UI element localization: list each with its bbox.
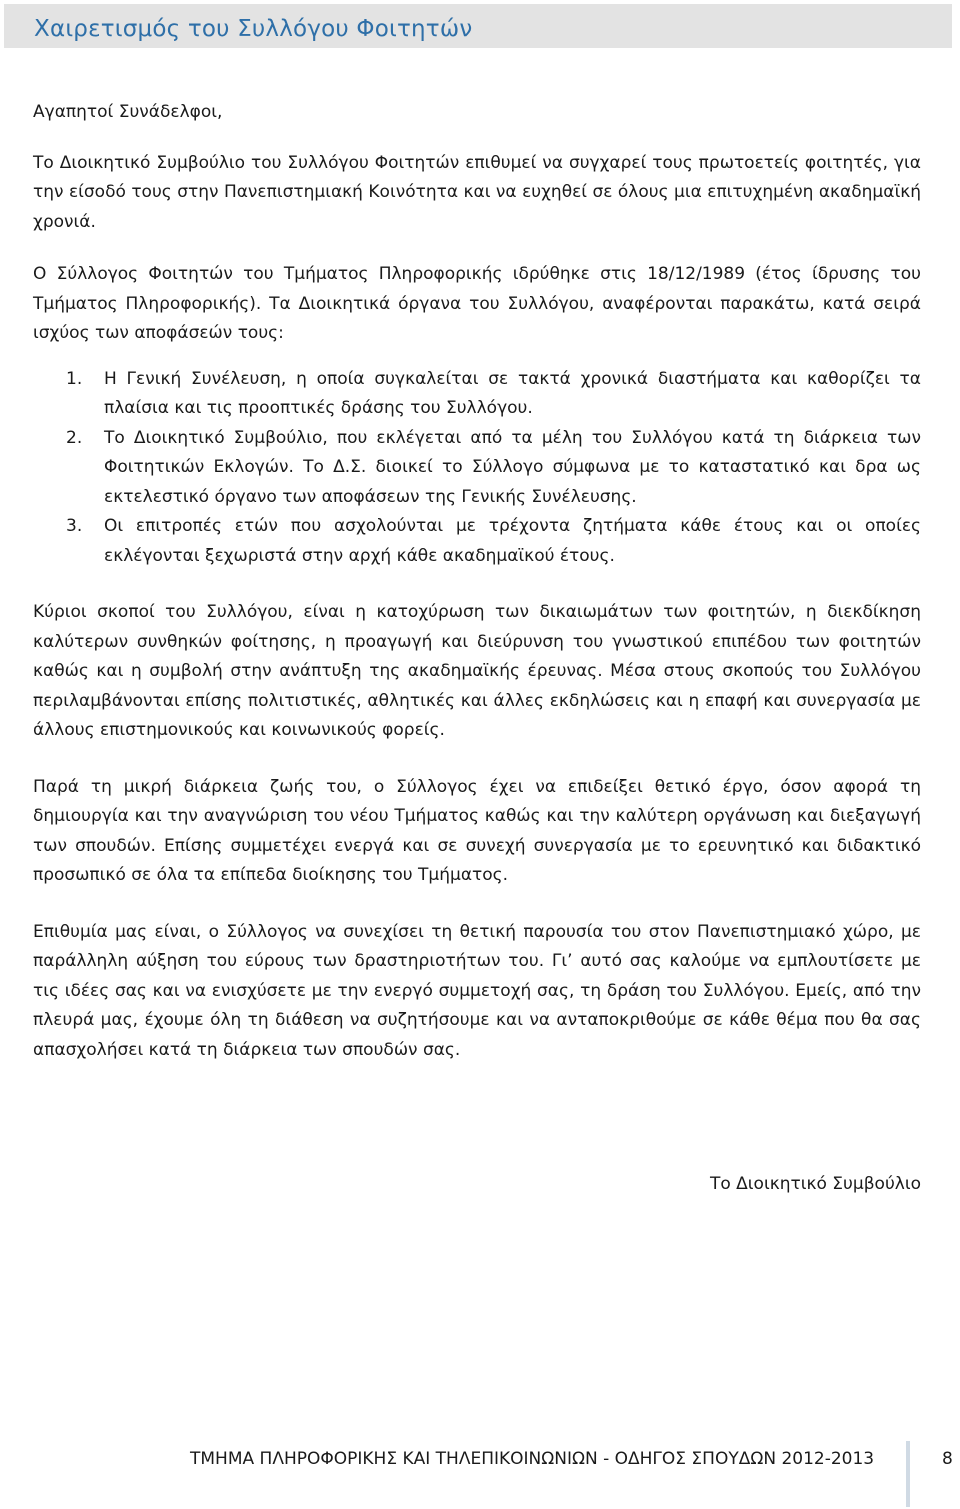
list-item-number: 1. [66, 368, 83, 389]
page-number: 8 [942, 1449, 953, 1469]
paragraph-goals: Κύριοι σκοποί του Συλλόγου, είναι η κατοχύρωση των δικαιωμάτων των φοιτητών, η διεκδίκηση καλύτερων συνθηκών φοίτησης, η προαγωγή και διεύρυνση του γνωστικού επιπέδου των φοιτητών καθώς και η συμβολή στην ανάπτυξη της ακαδημαϊκής έρευνας. Μέσα στους σκοπούς του Συλλόγου περιλαμβάνονται επίσης πολιτιστικές, αθλητικές και άλλες εκδηλώσεις και η επαφή και συνεργασία με άλλους επιστημονικούς και κοινωνικούς φορείς. [33, 602, 921, 740]
paragraph-founding: Ο Σύλλογος Φοιτητών του Τμήματος Πληροφορικής ιδρύθηκε στις 18/12/1989 (έτος ίδρυσης του Τμήματος Πληροφορικής). Τα Διοικητικά όργανα του Συλλόγου, αναφέρονται παρακάτω, κατά σειρά ισχύος των αποφάσεών τους: [33, 264, 921, 343]
paragraph-achievements: Παρά τη μικρή διάρκεια ζωής του, ο Σύλλογος έχει να επιδείξει θετικό έργο, όσον αφορά τη δημιουργία και την αναγνώριση του νέου Τμήματος καθώς και την καλύτερη οργάνωση και διεξαγωγή των σπουδών. Επίσης συμμετέχει ενεργά και σε συνεχή συνεργασία με το ερευνητικό και διδακτικό προσωπικό σε όλα τα επίπεδα διοίκησης του Τμήματος. [33, 776, 921, 885]
list-item-text: Οι επιτροπές ετών που ασχολούνται με τρέχοντα ζητήματα κάθε έτους και οι οποίες εκλέγονται ξεχωριστά στην αρχή κάθε ακαδημαϊκού έτους. [104, 516, 921, 566]
list-item-number: 3. [66, 516, 83, 536]
document-body [33, 98, 921, 1065]
governing-bodies-list [33, 365, 921, 572]
list-item [33, 365, 921, 424]
list-item [33, 424, 921, 513]
footer-text: ΤΜΗΜΑ ΠΛΗΡΟΦΟΡΙΚΗΣ ΚΑΙ ΤΗΛΕΠΙΚΟΙΝΩΝΙΩΝ - ΟΔΗΓΟΣ ΣΠΟΥΔΩΝ 2012-2013 [190, 1449, 875, 1469]
signature: Το Διοικητικό Συμβούλιο [709, 1174, 921, 1194]
paragraph-invitation: Επιθυμία μας είναι, ο Σύλλογος να συνεχίσει τη θετική παρουσία του στον Πανεπιστημιακό χώρο, με παράλληλη αύξηση του εύρους των δραστηριοτήτων του. Γι’ αυτό σας καλούμε να εμπλουτίσετε με τις ιδέες σας και να ενισχύσετε με την ενεργό συμμετοχή σας, τη δράση του Συλλόγου. Εμείς, από την πλευρά μας, έχουμε όλη τη διάθεση να συζητήσουμε και να ανταποκριθούμε σε κάθε θέμα που θα σας απασχολήσει κατά τη διάρκεια των σπουδών σας. [33, 921, 921, 1060]
list-item [33, 512, 921, 571]
list-item-text: Το Διοικητικό Συμβούλιο, που εκλέγεται από τα μέλη του Συλλόγου κατά τη διάρκεια των Φοιτητικών Εκλογών. Το Δ.Σ. διοικεί το Σύλλογο σύμφωνα με το καταστατικό και δρα ως εκτελεστικό όργανο των αποφάσεων της Γενικής Συνέλευσης. [104, 427, 921, 507]
title-bar [4, 4, 952, 48]
page-title: Χαιρετισμός του Συλλόγου Φοιτητών [34, 16, 473, 42]
paragraph-welcome: Το Διοικητικό Συμβούλιο του Συλλόγου Φοιτητών επιθυμεί να συγχαρεί τους πρωτοετείς φοιτητές, για την είσοδό τους στην Πανεπιστημιακή Κοινότητα και να ευχηθεί σε όλους μια επιτυχημένη ακαδημαϊκή χρονιά. [33, 152, 921, 232]
footer-divider [906, 1441, 910, 1507]
greeting: Αγαπητοί Συνάδελφοι, [33, 102, 223, 122]
list-item-number: 2. [66, 427, 83, 448]
list-item-text: Η Γενική Συνέλευση, η οποία συγκαλείται σε τακτά χρονικά διαστήματα και καθορίζει τα πλαίσια και τις προοπτικές δράσης του Συλλόγου. [104, 368, 921, 418]
